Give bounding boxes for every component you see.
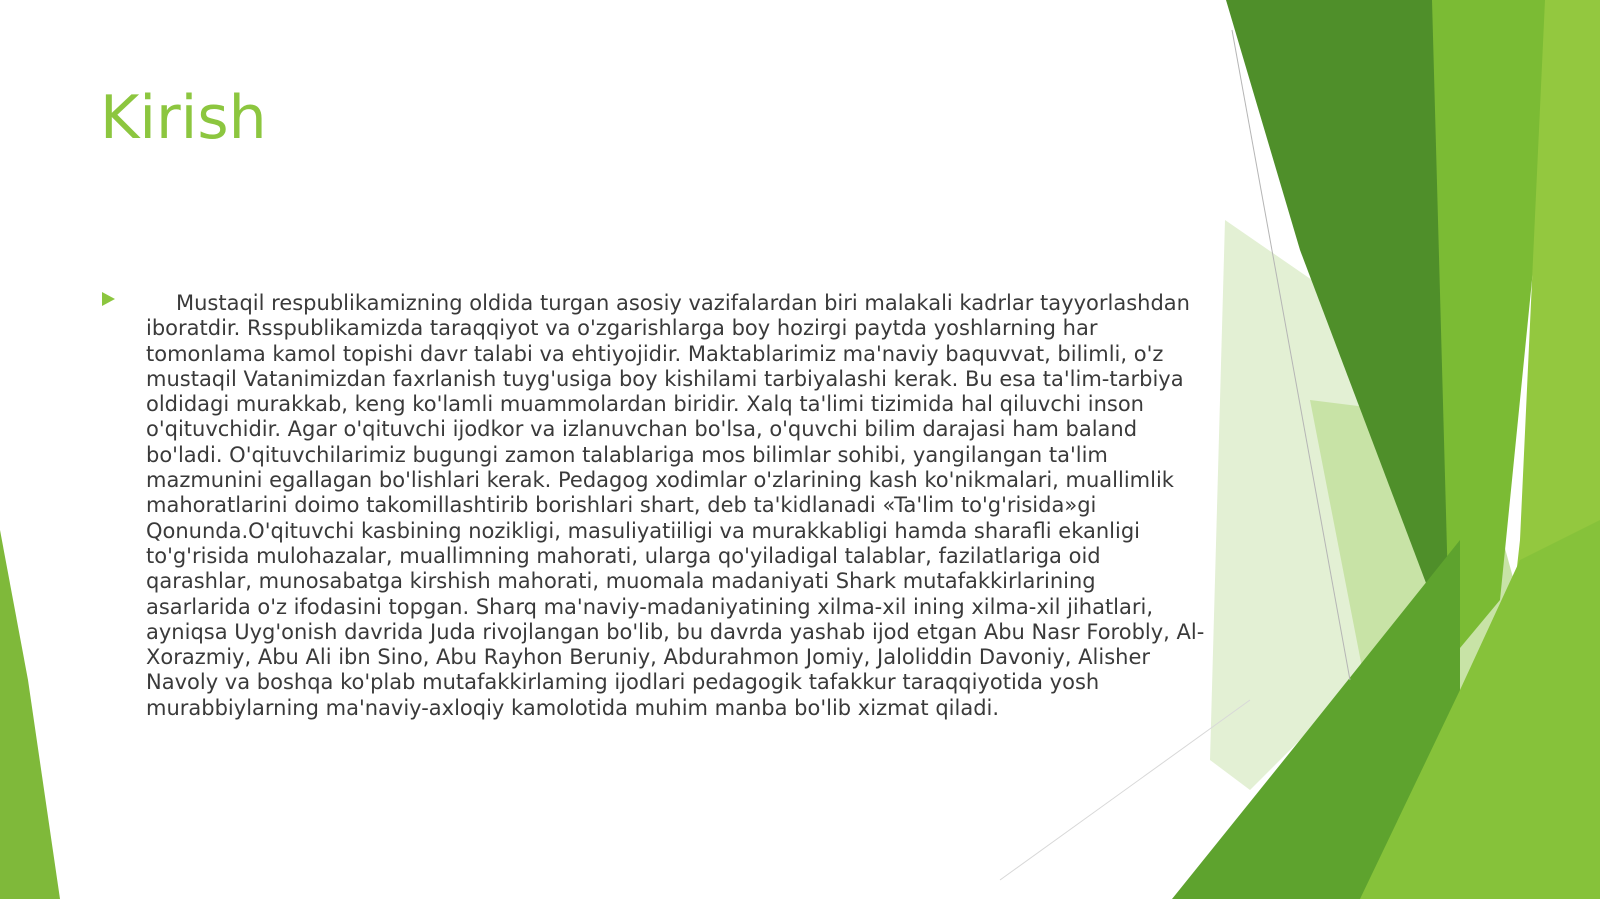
triangle-right-icon bbox=[102, 292, 115, 306]
slide-title: Kirish bbox=[100, 83, 267, 153]
body-paragraph: Mustaqil respublikamizning oldida turgan asosiy vazifalardan biri malakali kadrlar tayyorlashdan iboratdir. Rsspublikamizda taraqqiyot va o'zgarishlarga boy hozirgi paytda yoshlarning har tomonlama kamol topishi davr talabi va ehtiyojidir. Maktablarimiz ma'naviy baquvvat, bilimli, o'z mustaqil Vatanimizdan faxrlanish tuyg'usiga boy kishilami tarbiyalashi kerak. Bu esa ta'lim-tarbiya oldidagi murakkab, keng ko'lamli muammolardan biridir. Xalq ta'limi tizimida hal qiluvchi inson o'qituvchidir. Agar o'qituvchi ijodkor va izlanuvchan bo'lsa, o'quvchi bilim darajasi ham baland bo'ladi. O'qituvchilarimiz bugungi zamon talablariga mos bilimlar sohibi, yangilangan ta'lim mazmunini egallagan bo'lishlari kerak. Pedagog xodimlar o'zlarining kash ko'nikmalari, muallimlik mahoratlarini doimo takomillashtirib borishlari shart, deb ta'kidlanadi «Ta'lim to'g'risida»gi Qonunda.O'qituvchi kasbining nozikligi, masuliyatiiligi va murakkabligi hamda sharafli ekanligi to'g'risida mulohazalar, muallimning mahorati, ularga qo'yiladigal talablar, fazilatlariga oid qarashlar, munosabatga kirshish mahorati, muomala madaniyati Shark mutafakkirlarining asarlarida o'z ifodasini topgan. Sharq ma'naviy-madaniyatining xilma-xil ining xilma-xil jihatlari, ayniqsa Uyg'onish davrida Juda rivojlangan bo'lib, bu davrda yashab ijod etgan Abu Nasr Forobly, Al-Xorazmiy, Abu Ali ibn Sino, Abu Rayhon Beruniy, Abdurahmon Jomiy, Jaloliddin Davoniy, Alisher Navoly va boshqa ko'plab mutafakkirlaming ijodlari pedagogik tafakkur taraqqiyotida yosh murabbiylarning ma'naviy-axloqiy kamolotida muhim manba bo'lib xizmat qiladi. bbox=[146, 291, 1205, 720]
left-facet bbox=[0, 530, 60, 899]
